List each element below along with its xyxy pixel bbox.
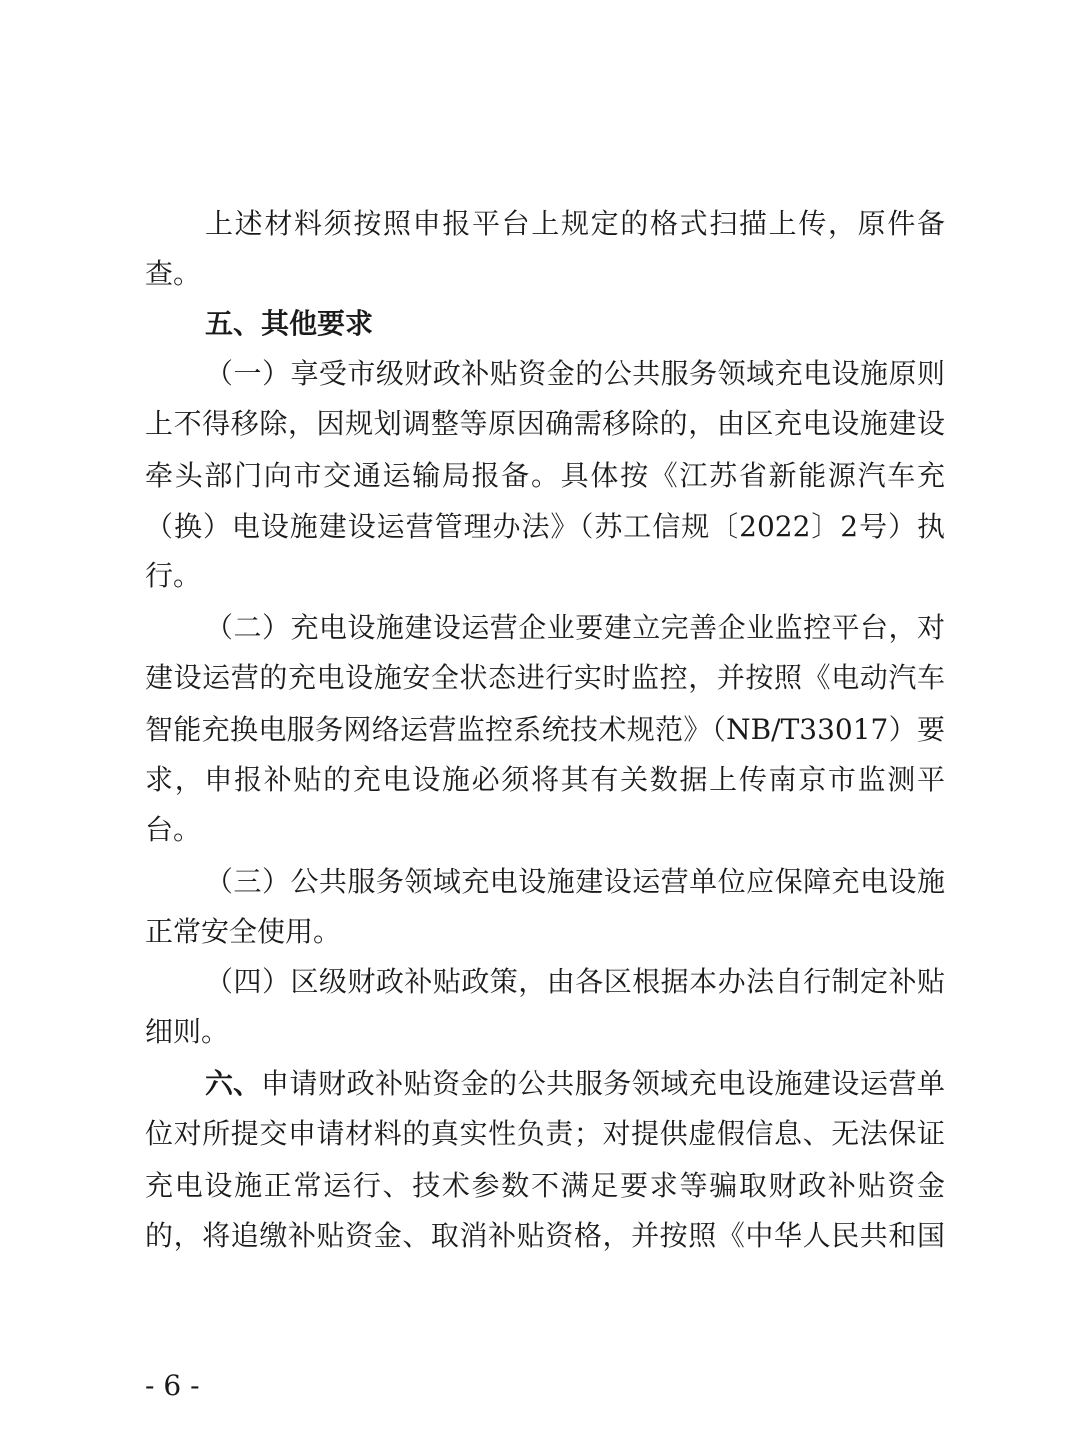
item-1-line-4: （换）电设施建设运营管理办法》（苏工信规〔2022〕2号）执 xyxy=(145,510,945,543)
paragraph-materials-line-1: 上述材料须按照申报平台上规定的格式扫描上传，原件备 xyxy=(205,207,945,240)
item-1-line-3: 牵头部门向市交通运输局报备。具体按《江苏省新能源汽车充 xyxy=(145,459,945,492)
section-6-line-1 xyxy=(205,1066,945,1102)
section-6-line-4: 的，将追缴补贴资金、取消补贴资格，并按照《中华人民共和国 xyxy=(145,1219,945,1252)
section-6-line-1-text: 申请财政补贴资金的公共服务领域充电设施建设运营单 xyxy=(261,1067,945,1100)
section-heading-6: 六、 xyxy=(205,1067,262,1100)
item-2-line-4: 求，申报补贴的充电设施必须将其有关数据上传南京市监测平 xyxy=(145,763,945,796)
paragraph-materials-line-2: 查。 xyxy=(145,257,202,290)
item-3-line-1: （三）公共服务领域充电设施建设运营单位应保障充电设施 xyxy=(205,865,945,898)
item-3-line-2: 正常安全使用。 xyxy=(145,915,342,948)
item-1-line-2: 上不得移除，因规划调整等原因确需移除的，由区充电设施建设 xyxy=(145,407,945,440)
section-6-line-2: 位对所提交申请材料的真实性负责；对提供虚假信息、无法保证 xyxy=(145,1117,945,1150)
section-6-line-3: 充电设施正常运行、技术参数不满足要求等骗取财政补贴资金 xyxy=(145,1169,945,1202)
item-2-line-3: 智能充换电服务网络运营监控系统技术规范》（NB/T33017）要 xyxy=(145,713,945,746)
section-heading-5: 五、其他要求 xyxy=(205,307,374,340)
item-2-line-2: 建设运营的充电设施安全状态进行实时监控，并按照《电动汽车 xyxy=(145,661,945,694)
item-4-line-2: 细则。 xyxy=(145,1015,230,1048)
item-2-line-5: 台。 xyxy=(145,813,202,846)
item-4-line-1: （四）区级财政补贴政策，由各区根据本办法自行制定补贴 xyxy=(205,965,945,998)
item-1-line-1: （一）享受市级财政补贴资金的公共服务领域充电设施原则 xyxy=(205,357,945,390)
page-number: - 6 - xyxy=(145,1369,200,1402)
item-2-line-1: （二）充电设施建设运营企业要建立完善企业监控平台，对 xyxy=(205,611,945,644)
item-1-line-5: 行。 xyxy=(145,559,202,592)
